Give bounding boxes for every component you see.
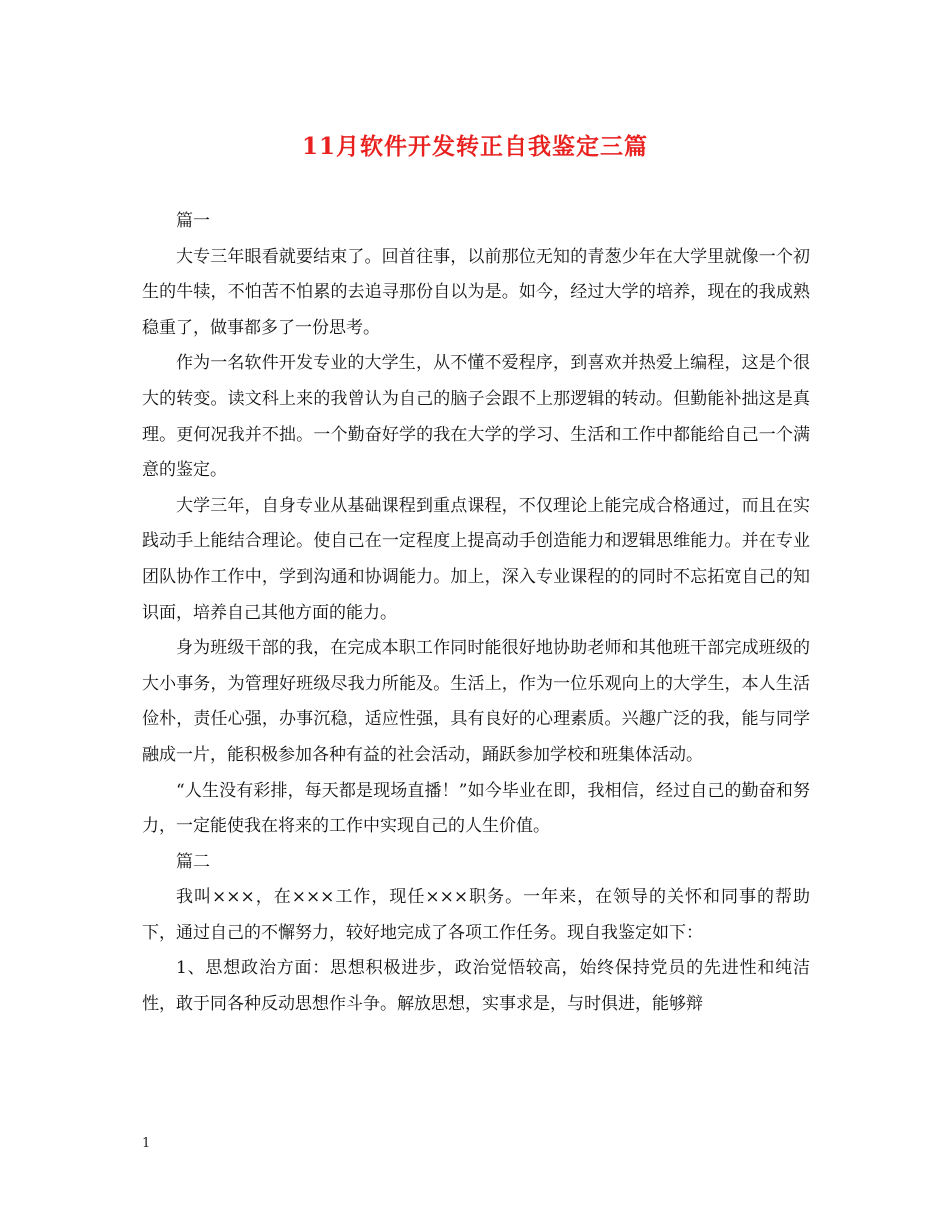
section-heading-1: 篇一 <box>176 211 210 231</box>
paragraph: 身为班级干部的我，在完成本职工作同时能很好地协助老师和其他班干部完成班级的大小事务，为管理好班级尽我力所能及。生活上，作为一位乐观向上的大学生，本人生活俭朴，责任心强，办事沉稳，适应性强，具有良好的心理素质。兴趣广泛的我，能与同学融成一片，能积极参加各种有益的社会活动，踊跃参加学校和班集体活动。 <box>142 638 810 765</box>
section-heading-2: 篇二 <box>176 851 210 872</box>
paragraph: 1、思想政治方面：思想积极进步，政治觉悟较高，始终保持党员的先进性和纯洁性，敢于同各种反动思想作斗争。解放思想，实事求是，与时俱进，能够辩 <box>142 958 810 1015</box>
document-body <box>142 204 810 1023</box>
paragraph: 我叫×××，在×××工作，现任×××职务。一年来，在领导的关怀和同事的帮助下，通过自己的不懈努力，较好地完成了各项工作任务。现自我鉴定如下： <box>142 887 810 943</box>
paragraph: 大学三年，自身专业从基础课程到重点课程，不仅理论上能完成合格通过，而且在实践动手上能结合理论。使自己在一定程度上提高动手创造能力和逻辑思维能力。并在专业团队协作工作中，学到沟通和协调能力。加上，深入专业课程的的同时不忘拓宽自己的知识面，培养自己其他方面的能力。 <box>142 495 810 623</box>
paragraph: “人生没有彩排，每天都是现场直播！”如今毕业在即，我相信，经过自己的勤奋和努力，一定能使我在将来的工作中实现自己的人生价值。 <box>142 780 810 837</box>
paragraph: 大专三年眼看就要结束了。回首往事，以前那位无知的青葱少年在大学里就像一个初生的牛犊，不怕苦不怕累的去追寻那份自以为是。如今，经过大学的培养，现在的我成熟稳重了，做事都多了一份思考。 <box>142 246 810 338</box>
paragraph: 作为一名软件开发专业的大学生，从不懂不爱程序，到喜欢并热爱上编程，这是个很大的转变。读文科上来的我曾认为自己的脑子会跟不上那逻辑的转动。但勤能补拙这是真理。更何况我并不拙。一个勤奋好学的我在大学的学习、生活和工作中都能给自己一个满意的鉴定。 <box>142 353 810 481</box>
document-title: 11月软件开发转正自我鉴定三篇 <box>301 133 648 160</box>
page-number: 1 <box>142 1136 151 1151</box>
